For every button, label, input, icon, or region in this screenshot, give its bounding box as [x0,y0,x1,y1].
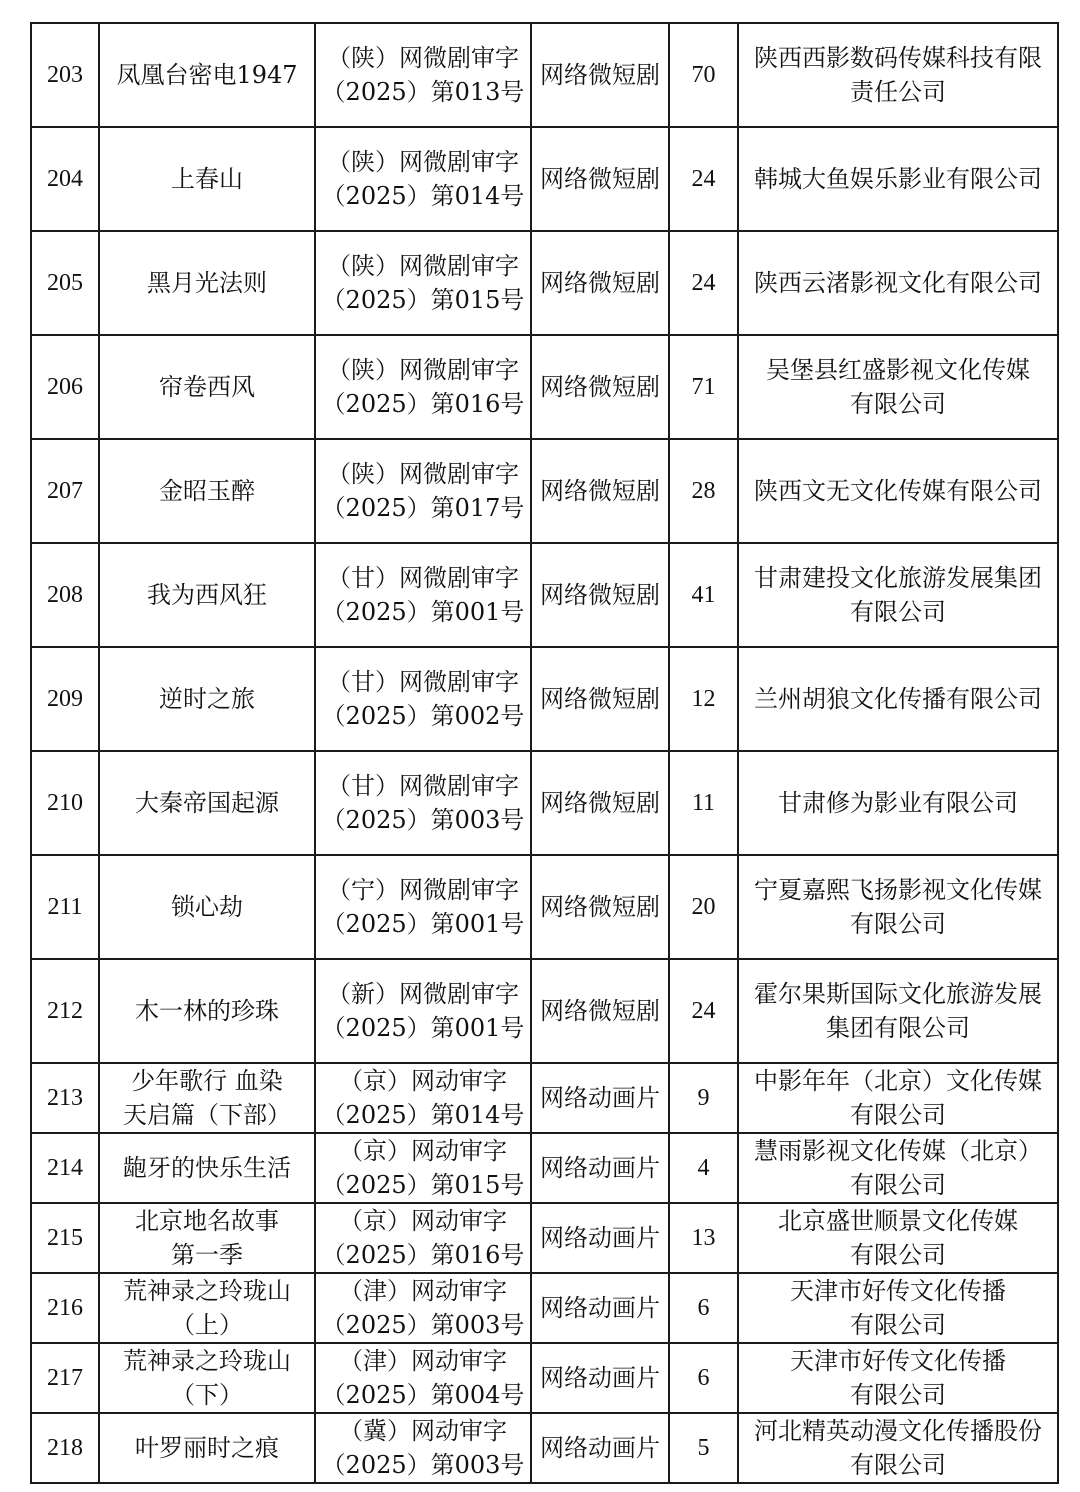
license-number: （宁）网微剧审字 （2025）第001号 [315,855,531,959]
row-number: 206 [31,335,99,439]
production-company: 天津市好传文化传播 有限公司 [738,1343,1058,1413]
row-number: 208 [31,543,99,647]
production-company: 甘肃建投文化旅游发展集团 有限公司 [738,543,1058,647]
row-number: 217 [31,1343,99,1413]
program-title: 少年歌行 血染 天启篇（下部） [99,1063,315,1133]
episode-count: 13 [669,1203,738,1273]
program-type: 网络微短剧 [531,439,669,543]
episode-count: 12 [669,647,738,751]
program-type: 网络动画片 [531,1413,669,1483]
table-row [31,855,1058,959]
production-company: 陕西西影数码传媒科技有限 责任公司 [738,23,1058,127]
license-number: （陕）网微剧审字 （2025）第013号 [315,23,531,127]
program-title: 锁心劫 [99,855,315,959]
program-title: 木一林的珍珠 [99,959,315,1063]
production-company: 兰州胡狼文化传播有限公司 [738,647,1058,751]
production-company: 陕西文无文化传媒有限公司 [738,439,1058,543]
episode-count: 71 [669,335,738,439]
program-title: 凤凰台密电1947 [99,23,315,127]
row-number: 214 [31,1133,99,1203]
program-title: 帘卷西风 [99,335,315,439]
production-company: 韩城大鱼娱乐影业有限公司 [738,127,1058,231]
program-title: 荒神录之玲珑山 （下） [99,1343,315,1413]
program-title: 大秦帝国起源 [99,751,315,855]
episode-count: 20 [669,855,738,959]
episode-count: 5 [669,1413,738,1483]
license-number: （津）网动审字 （2025）第003号 [315,1273,531,1343]
episode-count: 24 [669,127,738,231]
table-row [31,1413,1058,1483]
table-row [31,959,1058,1063]
program-type: 网络微短剧 [531,855,669,959]
table-row [31,647,1058,751]
license-number: （冀）网动审字 （2025）第003号 [315,1413,531,1483]
row-number: 209 [31,647,99,751]
table-row [31,1133,1058,1203]
production-company: 宁夏嘉熙飞扬影视文化传媒 有限公司 [738,855,1058,959]
row-number: 215 [31,1203,99,1273]
program-title: 荒神录之玲珑山 （上） [99,1273,315,1343]
table-row [31,1273,1058,1343]
program-type: 网络微短剧 [531,127,669,231]
row-number: 210 [31,751,99,855]
table-row [31,1063,1058,1133]
row-number: 216 [31,1273,99,1343]
license-number: （陕）网微剧审字 （2025）第017号 [315,439,531,543]
production-company: 吴堡县红盛影视文化传媒 有限公司 [738,335,1058,439]
episode-count: 24 [669,959,738,1063]
program-type: 网络动画片 [531,1063,669,1133]
row-number: 212 [31,959,99,1063]
program-type: 网络微短剧 [531,959,669,1063]
production-company: 霍尔果斯国际文化旅游发展 集团有限公司 [738,959,1058,1063]
table-row [31,543,1058,647]
program-type: 网络微短剧 [531,647,669,751]
production-company: 北京盛世顺景文化传媒 有限公司 [738,1203,1058,1273]
table-row [31,231,1058,335]
program-type: 网络微短剧 [531,23,669,127]
episode-count: 24 [669,231,738,335]
program-type: 网络微短剧 [531,751,669,855]
table-row [31,127,1058,231]
program-type: 网络微短剧 [531,231,669,335]
table-row [31,751,1058,855]
license-number: （津）网动审字 （2025）第004号 [315,1343,531,1413]
program-type: 网络动画片 [531,1273,669,1343]
production-company: 陕西云渚影视文化有限公司 [738,231,1058,335]
row-number: 218 [31,1413,99,1483]
episode-count: 41 [669,543,738,647]
table-row [31,23,1058,127]
license-number: （京）网动审字 （2025）第015号 [315,1133,531,1203]
table-row [31,439,1058,543]
production-company: 天津市好传文化传播 有限公司 [738,1273,1058,1343]
episode-count: 6 [669,1273,738,1343]
license-number: （甘）网微剧审字 （2025）第003号 [315,751,531,855]
license-number: （陕）网微剧审字 （2025）第015号 [315,231,531,335]
production-company: 慧雨影视文化传媒（北京） 有限公司 [738,1133,1058,1203]
episode-count: 6 [669,1343,738,1413]
program-type: 网络动画片 [531,1343,669,1413]
license-number: （陕）网微剧审字 （2025）第014号 [315,127,531,231]
license-number: （陕）网微剧审字 （2025）第016号 [315,335,531,439]
license-number: （京）网动审字 （2025）第016号 [315,1203,531,1273]
row-number: 203 [31,23,99,127]
program-title: 北京地名故事 第一季 [99,1203,315,1273]
license-number: （甘）网微剧审字 （2025）第001号 [315,543,531,647]
program-type: 网络微短剧 [531,543,669,647]
license-number: （京）网动审字 （2025）第014号 [315,1063,531,1133]
license-number: （新）网微剧审字 （2025）第001号 [315,959,531,1063]
row-number: 211 [31,855,99,959]
table-row [31,1203,1058,1273]
row-number: 207 [31,439,99,543]
program-type: 网络动画片 [531,1203,669,1273]
program-title: 龅牙的快乐生活 [99,1133,315,1203]
program-title: 黑月光法则 [99,231,315,335]
table-row [31,1343,1058,1413]
program-title: 金昭玉醉 [99,439,315,543]
episode-count: 9 [669,1063,738,1133]
records-table [30,22,1059,1484]
production-company: 甘肃修为影业有限公司 [738,751,1058,855]
program-title: 我为西风狂 [99,543,315,647]
episode-count: 70 [669,23,738,127]
license-number: （甘）网微剧审字 （2025）第002号 [315,647,531,751]
program-title: 叶罗丽时之痕 [99,1413,315,1483]
row-number: 204 [31,127,99,231]
production-company: 中影年年（北京）文化传媒 有限公司 [738,1063,1058,1133]
row-number: 213 [31,1063,99,1133]
program-title: 逆时之旅 [99,647,315,751]
table-row [31,335,1058,439]
episode-count: 4 [669,1133,738,1203]
production-company: 河北精英动漫文化传播股份 有限公司 [738,1413,1058,1483]
program-title: 上春山 [99,127,315,231]
episode-count: 11 [669,751,738,855]
program-type: 网络微短剧 [531,335,669,439]
episode-count: 28 [669,439,738,543]
row-number: 205 [31,231,99,335]
program-type: 网络动画片 [531,1133,669,1203]
